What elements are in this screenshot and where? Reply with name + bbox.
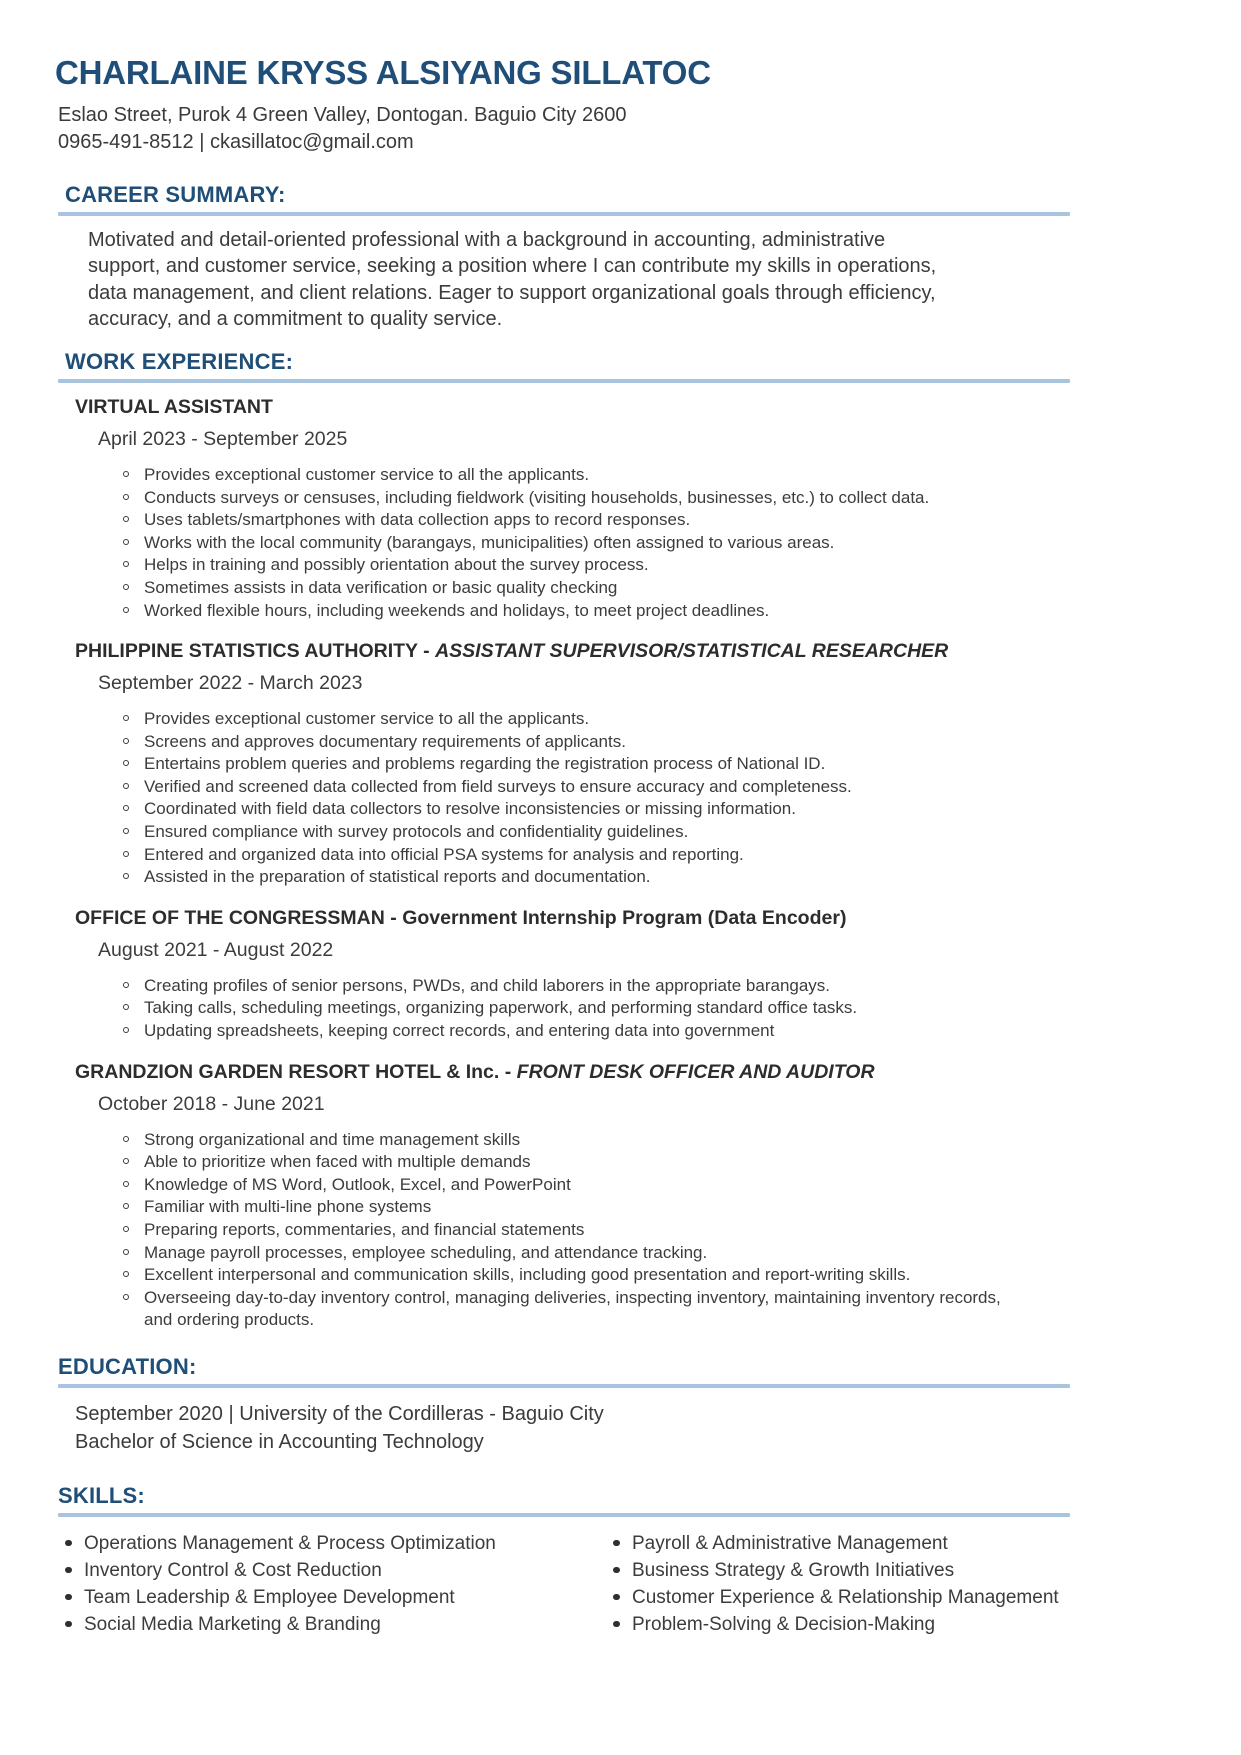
job-bullet-text: Conducts surveys or censuses, including fieldwork (visiting households, businesses, etc.) to collect data. bbox=[144, 487, 930, 507]
skills-section bbox=[58, 1483, 1241, 1638]
job-title-separator: - bbox=[417, 640, 436, 663]
job-bullet-item bbox=[122, 798, 1022, 821]
job-bullet-item bbox=[122, 821, 1022, 844]
skill-item bbox=[65, 1611, 613, 1638]
job-bullets bbox=[122, 1129, 1022, 1332]
job-dates: August 2021 - August 2022 bbox=[98, 938, 334, 961]
skills-column-right bbox=[613, 1530, 1059, 1638]
job-bullets bbox=[122, 708, 1022, 889]
job-bullet-text: Provides exceptional customer service to all the applicants. bbox=[144, 709, 590, 729]
job-entry bbox=[58, 906, 1241, 1043]
job-bullet-item bbox=[122, 509, 1022, 532]
skill-item bbox=[65, 1584, 613, 1611]
job-role: Government Internship Program (Data Encoder) bbox=[402, 906, 847, 929]
skill-item-text: Problem-Solving & Decision-Making bbox=[632, 1613, 936, 1635]
job-bullet-text: Preparing reports, commentaries, and financial statements bbox=[144, 1220, 585, 1239]
job-bullet-text: Creating profiles of senior persons, PWDs, and child laborers in the appropriate barangays. bbox=[144, 975, 831, 995]
circle-bullet-icon bbox=[123, 607, 129, 613]
circle-bullet-icon bbox=[123, 805, 129, 811]
job-bullet-text: Coordinated with field data collectors to resolve inconsistencies or missing information. bbox=[144, 799, 796, 819]
job-bullet-text: Entertains problem queries and problems regarding the registration process of National ID. bbox=[144, 754, 826, 774]
job-bullet-item bbox=[122, 866, 1022, 889]
job-title bbox=[75, 906, 1241, 931]
dot-bullet-icon bbox=[65, 1621, 72, 1628]
job-company: PHILIPPINE STATISTICS AUTHORITY bbox=[75, 640, 418, 663]
skill-item-text: Team Leadership & Employee Development bbox=[84, 1586, 455, 1608]
job-bullet-text: Screens and approves documentary requirements of applicants. bbox=[144, 731, 626, 751]
skill-item bbox=[613, 1557, 1059, 1584]
address-line: Eslao Street, Purok 4 Green Valley, Dontogan. Baguio City 2600 bbox=[58, 103, 627, 126]
job-bullet-item bbox=[122, 776, 1022, 799]
job-bullet-text: Assisted in the preparation of statistical reports and documentation. bbox=[144, 867, 651, 887]
person-name: CHARLAINE KRYSS ALSIYANG SILLATOC bbox=[55, 54, 711, 91]
skill-item-text: Inventory Control & Cost Reduction bbox=[84, 1559, 382, 1581]
job-company: GRANDZION GARDEN RESORT HOTEL & Inc. bbox=[75, 1060, 500, 1083]
header-contact-block bbox=[58, 102, 1241, 156]
skill-item bbox=[613, 1530, 1059, 1557]
job-bullet-text: Uses tablets/smartphones with data collection apps to record responses. bbox=[144, 510, 691, 530]
circle-bullet-icon bbox=[123, 1158, 129, 1164]
job-bullet-text: Worked flexible hours, including weekends and holidays, to meet project deadlines. bbox=[144, 600, 770, 620]
circle-bullet-icon bbox=[123, 561, 129, 567]
circle-bullet-icon bbox=[123, 1294, 129, 1300]
job-role: FRONT DESK OFFICER AND AUDITOR bbox=[516, 1060, 875, 1083]
dot-bullet-icon bbox=[65, 1594, 72, 1601]
job-entry bbox=[58, 395, 1241, 622]
circle-bullet-icon bbox=[123, 738, 129, 744]
work-experience-heading: WORK EXPERIENCE: bbox=[65, 348, 294, 374]
job-company: VIRTUAL ASSISTANT bbox=[75, 395, 273, 418]
circle-bullet-icon bbox=[123, 760, 129, 766]
job-dates: September 2022 - March 2023 bbox=[98, 672, 363, 695]
job-bullet-item bbox=[122, 464, 1022, 487]
job-bullet-item bbox=[122, 1196, 1022, 1219]
job-bullet-text: Verified and screened data collected from field surveys to ensure accuracy and completeness. bbox=[144, 776, 852, 796]
circle-bullet-icon bbox=[123, 1004, 129, 1010]
circle-bullet-icon bbox=[123, 873, 129, 879]
circle-bullet-icon bbox=[123, 1271, 129, 1277]
job-bullet-text: Sometimes assists in data verification or basic quality checking bbox=[144, 577, 618, 597]
job-bullet-item bbox=[122, 731, 1022, 754]
circle-bullet-icon bbox=[123, 828, 129, 834]
skill-item-text: Operations Management & Process Optimization bbox=[84, 1532, 496, 1554]
dot-bullet-icon bbox=[65, 1540, 72, 1547]
section-underline bbox=[58, 212, 1070, 216]
job-bullet-item bbox=[122, 1174, 1022, 1197]
job-bullet-item bbox=[122, 1020, 1022, 1043]
job-bullets bbox=[122, 464, 1022, 622]
circle-bullet-icon bbox=[123, 494, 129, 500]
job-bullet-item bbox=[122, 1287, 1022, 1332]
job-bullet-text: Overseeing day-to-day inventory control, managing deliveries, inspecting inventory, maintaining inventory records, and ordering products. bbox=[144, 1287, 1001, 1330]
education-heading: EDUCATION: bbox=[58, 1353, 197, 1379]
job-bullet-text: Entered and organized data into official PSA systems for analysis and reporting. bbox=[144, 844, 744, 864]
skills-columns bbox=[65, 1530, 1241, 1638]
circle-bullet-icon bbox=[123, 1181, 129, 1187]
job-bullet-text: Strong organizational and time management skills bbox=[144, 1129, 521, 1149]
skill-item-text: Social Media Marketing & Branding bbox=[84, 1613, 381, 1635]
job-bullet-item bbox=[122, 1219, 1022, 1242]
job-bullet-text: Excellent interpersonal and communication skills, including good presentation and report-writing skills. bbox=[144, 1265, 911, 1285]
skill-item-text: Customer Experience & Relationship Management bbox=[632, 1586, 1059, 1608]
job-bullet-item bbox=[122, 1151, 1022, 1174]
job-title bbox=[75, 639, 1241, 664]
job-bullet-text: Updating spreadsheets, keeping correct records, and entering data into government bbox=[144, 1021, 775, 1041]
jobs-list bbox=[58, 395, 1241, 1332]
skill-item bbox=[65, 1530, 613, 1557]
work-experience-section bbox=[58, 349, 1241, 1332]
circle-bullet-icon bbox=[123, 516, 129, 522]
job-bullet-text: Able to prioritize when faced with multiple demands bbox=[144, 1152, 531, 1172]
job-bullet-item bbox=[122, 997, 1022, 1020]
job-bullet-text: Provides exceptional customer service to all the applicants. bbox=[144, 464, 590, 484]
job-bullet-item bbox=[122, 708, 1022, 731]
job-bullet-text: Works with the local community (barangays, municipalities) often assigned to various areas. bbox=[144, 532, 835, 552]
job-bullet-item bbox=[122, 975, 1022, 998]
job-bullet-text: Familiar with multi-line phone systems bbox=[144, 1197, 432, 1217]
career-summary-section bbox=[58, 182, 1241, 333]
circle-bullet-icon bbox=[123, 715, 129, 721]
job-dates: April 2023 - September 2025 bbox=[98, 427, 348, 450]
job-bullet-item bbox=[122, 487, 1022, 510]
education-section bbox=[58, 1354, 1241, 1457]
dot-bullet-icon bbox=[613, 1567, 620, 1574]
education-degree-line: Bachelor of Science in Accounting Technology bbox=[75, 1431, 484, 1454]
career-summary-heading: CAREER SUMMARY: bbox=[65, 181, 286, 207]
job-bullet-text: Ensured compliance with survey protocols and confidentiality guidelines. bbox=[144, 822, 689, 842]
job-bullet-item bbox=[122, 554, 1022, 577]
skill-item bbox=[65, 1557, 613, 1584]
job-bullet-text: Knowledge of MS Word, Outlook, Excel, and PowerPoint bbox=[144, 1174, 571, 1194]
skill-item bbox=[613, 1611, 1059, 1638]
job-title-separator: - bbox=[499, 1060, 517, 1083]
job-title bbox=[75, 395, 1241, 420]
section-underline bbox=[58, 1384, 1070, 1388]
dot-bullet-icon bbox=[613, 1540, 620, 1547]
job-title-separator: - bbox=[384, 906, 403, 929]
job-title bbox=[75, 1060, 1241, 1085]
job-bullet-item bbox=[122, 1264, 1022, 1287]
job-bullet-text: Helps in training and possibly orientation about the survey process. bbox=[144, 555, 649, 575]
skills-heading: SKILLS: bbox=[58, 1482, 145, 1508]
section-underline bbox=[58, 379, 1070, 383]
job-entry bbox=[58, 639, 1241, 889]
job-bullet-item bbox=[122, 1242, 1022, 1265]
circle-bullet-icon bbox=[123, 1249, 129, 1255]
job-entry bbox=[58, 1060, 1241, 1332]
job-role: ASSISTANT SUPERVISOR/STATISTICAL RESEARCHER bbox=[435, 640, 949, 663]
circle-bullet-icon bbox=[123, 584, 129, 590]
circle-bullet-icon bbox=[123, 1027, 129, 1033]
skills-column-left bbox=[65, 1530, 613, 1638]
job-bullets bbox=[122, 975, 1022, 1043]
job-bullet-item bbox=[122, 600, 1022, 623]
job-bullet-text: Manage payroll processes, employee scheduling, and attendance tracking. bbox=[144, 1242, 708, 1262]
skill-item-text: Payroll & Administrative Management bbox=[632, 1532, 948, 1554]
skill-item bbox=[613, 1584, 1059, 1611]
dot-bullet-icon bbox=[613, 1594, 620, 1601]
circle-bullet-icon bbox=[123, 982, 129, 988]
skill-item-text: Business Strategy & Growth Initiatives bbox=[632, 1559, 955, 1581]
job-bullet-item bbox=[122, 532, 1022, 555]
career-summary-text: Motivated and detail-oriented professional with a background in accounting, administrative support, and customer service, seeking a position where I can contribute my skills in operations, data management, and client relations. Eager to support organizational goals through efficiency, accuracy, and a commitment to quality service. bbox=[88, 228, 937, 331]
job-bullet-item bbox=[122, 844, 1022, 867]
circle-bullet-icon bbox=[123, 783, 129, 789]
job-bullet-item bbox=[122, 1129, 1022, 1152]
contact-line: 0965-491-8512 | ckasillatoc@gmail.com bbox=[58, 130, 414, 153]
job-bullet-item bbox=[122, 753, 1022, 776]
circle-bullet-icon bbox=[123, 1226, 129, 1232]
circle-bullet-icon bbox=[123, 471, 129, 477]
circle-bullet-icon bbox=[123, 539, 129, 545]
job-dates: October 2018 - June 2021 bbox=[98, 1092, 325, 1115]
education-details bbox=[75, 1400, 1241, 1457]
circle-bullet-icon bbox=[123, 1203, 129, 1209]
job-bullet-item bbox=[122, 577, 1022, 600]
circle-bullet-icon bbox=[123, 851, 129, 857]
job-company: OFFICE OF THE CONGRESSMAN bbox=[75, 906, 385, 929]
dot-bullet-icon bbox=[613, 1621, 620, 1628]
job-bullet-text: Taking calls, scheduling meetings, organizing paperwork, and performing standard office tasks. bbox=[144, 998, 858, 1018]
education-school-line: September 2020 | University of the Cordilleras - Baguio City bbox=[75, 1402, 604, 1425]
section-underline bbox=[58, 1513, 1070, 1517]
circle-bullet-icon bbox=[123, 1136, 129, 1142]
dot-bullet-icon bbox=[65, 1567, 72, 1574]
